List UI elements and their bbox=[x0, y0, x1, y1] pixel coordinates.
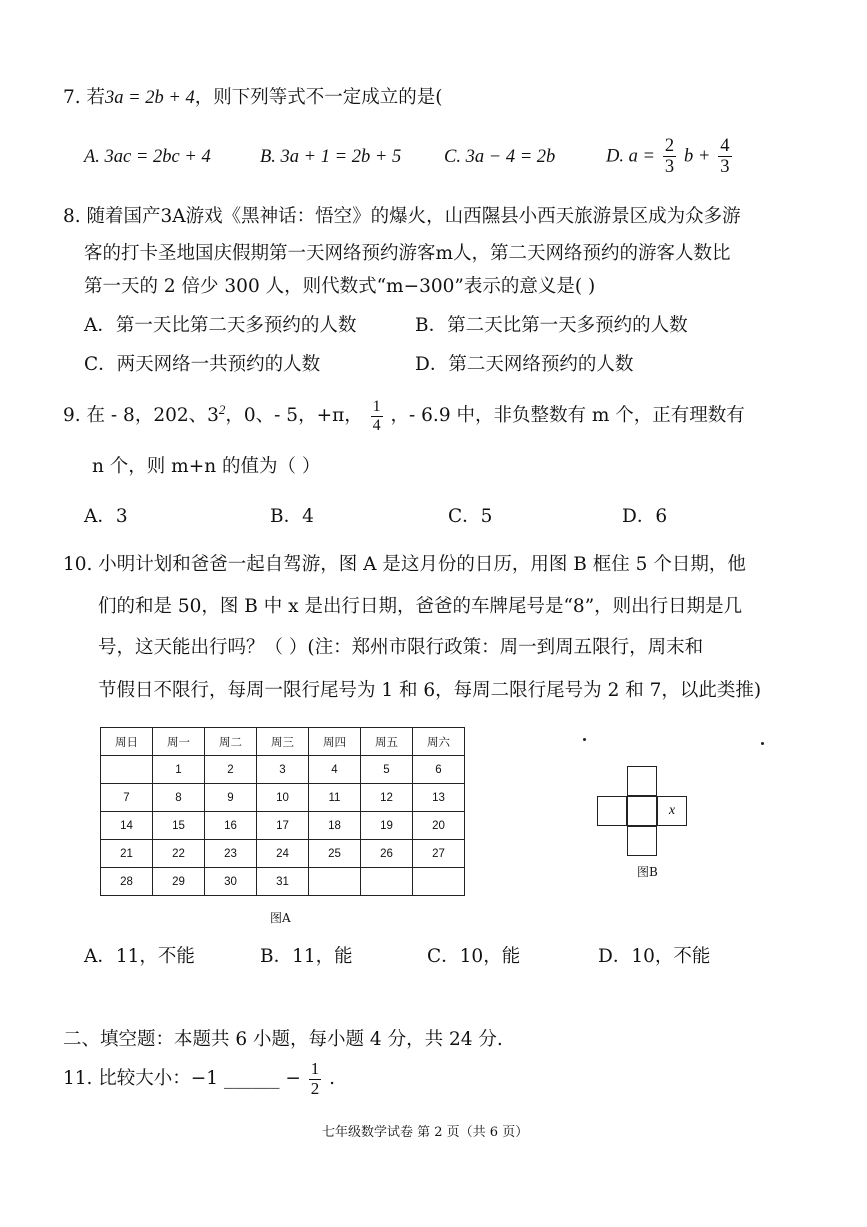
q9-line-2: n 个，则 m+n 的值为（ ） bbox=[92, 456, 321, 477]
q7-option-a[interactable]: A. 3ac = 2bc + 4 bbox=[84, 147, 211, 167]
calendar-header-cell: 周日 bbox=[101, 728, 153, 756]
q9-option-a[interactable]: A．3 bbox=[84, 506, 128, 527]
q7-option-d[interactable]: D. a = $\frac{2}{3}$ b + $\frac{4}{3}$ bbox=[606, 136, 730, 178]
calendar-cell: 26 bbox=[361, 840, 413, 868]
calendar-cell: 20 bbox=[413, 812, 465, 840]
calendar-cell: 4 bbox=[309, 756, 361, 784]
fraction-four-thirds: $\frac{4}{3}$ bbox=[720, 136, 730, 178]
calendar-cell bbox=[309, 868, 361, 896]
q7-option-c[interactable]: C. 3a − 4 = 2b bbox=[444, 147, 556, 167]
section-2-heading: 二、填空题：本题共 6 小题，每小题 4 分，共 24 分. bbox=[63, 1029, 503, 1050]
fraction-one-quarter: $\frac{1}{4}$ bbox=[372, 398, 381, 434]
calendar-cell: 30 bbox=[205, 868, 257, 896]
calendar-cell: 14 bbox=[101, 812, 153, 840]
figure-b-cell-top bbox=[627, 766, 657, 796]
fraction-two-thirds: $\frac{2}{3}$ bbox=[664, 136, 675, 178]
calendar-cell: 11 bbox=[309, 784, 361, 812]
calendar-cell: 7 bbox=[101, 784, 153, 812]
q10-option-a[interactable]: A．11，不能 bbox=[84, 946, 195, 967]
calendar-cell bbox=[101, 756, 153, 784]
q10-option-c[interactable]: C．10，能 bbox=[427, 946, 521, 967]
q7-stem: 7. 若3a = 2b + 4，则下列等式不一定成立的是( bbox=[63, 87, 443, 108]
calendar-row bbox=[101, 756, 465, 784]
calendar-cell: 24 bbox=[257, 840, 309, 868]
calendar-cell: 23 bbox=[205, 840, 257, 868]
calendar-cell: 5 bbox=[361, 756, 413, 784]
q10-option-d[interactable]: D．10，不能 bbox=[598, 946, 711, 967]
q10-line-1: 10. 小明计划和爸爸一起自驾游，图 A 是这月份的日历，用图 B 框住 5 个日期，他 bbox=[63, 554, 746, 575]
figure-b-cell-left bbox=[597, 796, 627, 826]
calendar-header-cell: 周六 bbox=[413, 728, 465, 756]
q10-line-3: 号，这天能出行吗？（ ）(注：郑州市限行政策：周一到周五限行，周末和 bbox=[98, 637, 704, 658]
scan-dot bbox=[583, 738, 586, 741]
calendar-header-row bbox=[101, 728, 465, 756]
figure-b-cell-right bbox=[657, 796, 687, 826]
q8-option-d[interactable]: D．第二天网络预约的人数 bbox=[415, 354, 634, 375]
calendar-cell: 22 bbox=[153, 840, 205, 868]
calendar-cell: 27 bbox=[413, 840, 465, 868]
calendar-cell: 19 bbox=[361, 812, 413, 840]
calendar-header-cell: 周三 bbox=[257, 728, 309, 756]
calendar-row bbox=[101, 868, 465, 896]
calendar-cell: 8 bbox=[153, 784, 205, 812]
q8-option-a[interactable]: A．第一天比第二天多预约的人数 bbox=[84, 315, 357, 336]
q9-option-b[interactable]: B．4 bbox=[270, 506, 314, 527]
figure-a-label: 图A bbox=[270, 911, 291, 925]
fraction-one-half: $\frac{1}{2}$ bbox=[310, 1059, 320, 1098]
calendar-cell: 29 bbox=[153, 868, 205, 896]
figure-b-label: 图B bbox=[637, 865, 658, 879]
calendar-cell: 31 bbox=[257, 868, 309, 896]
calendar-row bbox=[101, 784, 465, 812]
figure-b-cross bbox=[597, 766, 759, 858]
calendar-row bbox=[101, 840, 465, 868]
q8-option-c[interactable]: C．两天网络一共预约的人数 bbox=[84, 354, 321, 375]
calendar-cell bbox=[413, 868, 465, 896]
calendar-table bbox=[100, 727, 465, 896]
calendar-cell: 1 bbox=[153, 756, 205, 784]
figure-b-cell-center bbox=[627, 796, 657, 826]
q10-option-b[interactable]: B．11，能 bbox=[260, 946, 353, 967]
q8-line-3: 第一天的 2 倍少 300 人，则代数式“m−300”表示的意义是( ) bbox=[84, 276, 596, 297]
calendar-header-cell: 周四 bbox=[309, 728, 361, 756]
calendar-cell: 6 bbox=[413, 756, 465, 784]
q8-line-2: 客的打卡圣地国庆假期第一天网络预约游客m人，第二天网络预约的游客人数比 bbox=[84, 243, 731, 264]
q10-line-4: 节假日不限行，每周一限行尾号为 1 和 6，每周二限行尾号为 2 和 7，以此类推) bbox=[98, 680, 762, 701]
q9-option-d[interactable]: D．6 bbox=[622, 506, 668, 527]
calendar-cell: 15 bbox=[153, 812, 205, 840]
calendar-cell: 10 bbox=[257, 784, 309, 812]
calendar-cell: 18 bbox=[309, 812, 361, 840]
calendar-cell: 9 bbox=[205, 784, 257, 812]
calendar-cell: 16 bbox=[205, 812, 257, 840]
calendar-cell: 2 bbox=[205, 756, 257, 784]
calendar-cell: 21 bbox=[101, 840, 153, 868]
q8-line-1: 8. 随着国产3A游戏《黑神话：悟空》的爆火，山西隰县小西天旅游景区成为众多游 bbox=[63, 206, 741, 227]
calendar-cell: 3 bbox=[257, 756, 309, 784]
figure-b-cell-bottom bbox=[627, 826, 657, 856]
q9-line-1: 9. 在 - 8，202、$3^2$，0、- 5，+π， $\frac{1}{4}$ ，- 6.9 中，非负整数有 m 个，正有理数有 bbox=[63, 398, 745, 434]
calendar-row bbox=[101, 812, 465, 840]
calendar-cell: 12 bbox=[361, 784, 413, 812]
calendar-header-cell: 周五 bbox=[361, 728, 413, 756]
scan-dot bbox=[761, 742, 764, 745]
calendar-header-cell: 周一 bbox=[153, 728, 205, 756]
page-footer: 七年级数学试卷 第 2 页（共 6 页） bbox=[322, 1125, 529, 1140]
calendar-cell: 25 bbox=[309, 840, 361, 868]
calendar-header-cell: 周二 bbox=[205, 728, 257, 756]
figure-b-x: x bbox=[668, 803, 676, 818]
calendar-cell bbox=[361, 868, 413, 896]
q10-line-2: 们的和是 50，图 B 中 x 是出行日期，爸爸的车牌尾号是“8”，则出行日期是几 bbox=[98, 596, 743, 617]
calendar-cell: 17 bbox=[257, 812, 309, 840]
q8-option-b[interactable]: B．第二天比第一天多预约的人数 bbox=[415, 315, 688, 336]
q11-stem: 11. 比较大小：−1 ______ − $\frac{1}{2}$ . bbox=[63, 1059, 336, 1098]
calendar-cell: 28 bbox=[101, 868, 153, 896]
q9-option-c[interactable]: C．5 bbox=[448, 506, 493, 527]
q7-option-b[interactable]: B. 3a + 1 = 2b + 5 bbox=[260, 147, 402, 167]
calendar-cell: 13 bbox=[413, 784, 465, 812]
